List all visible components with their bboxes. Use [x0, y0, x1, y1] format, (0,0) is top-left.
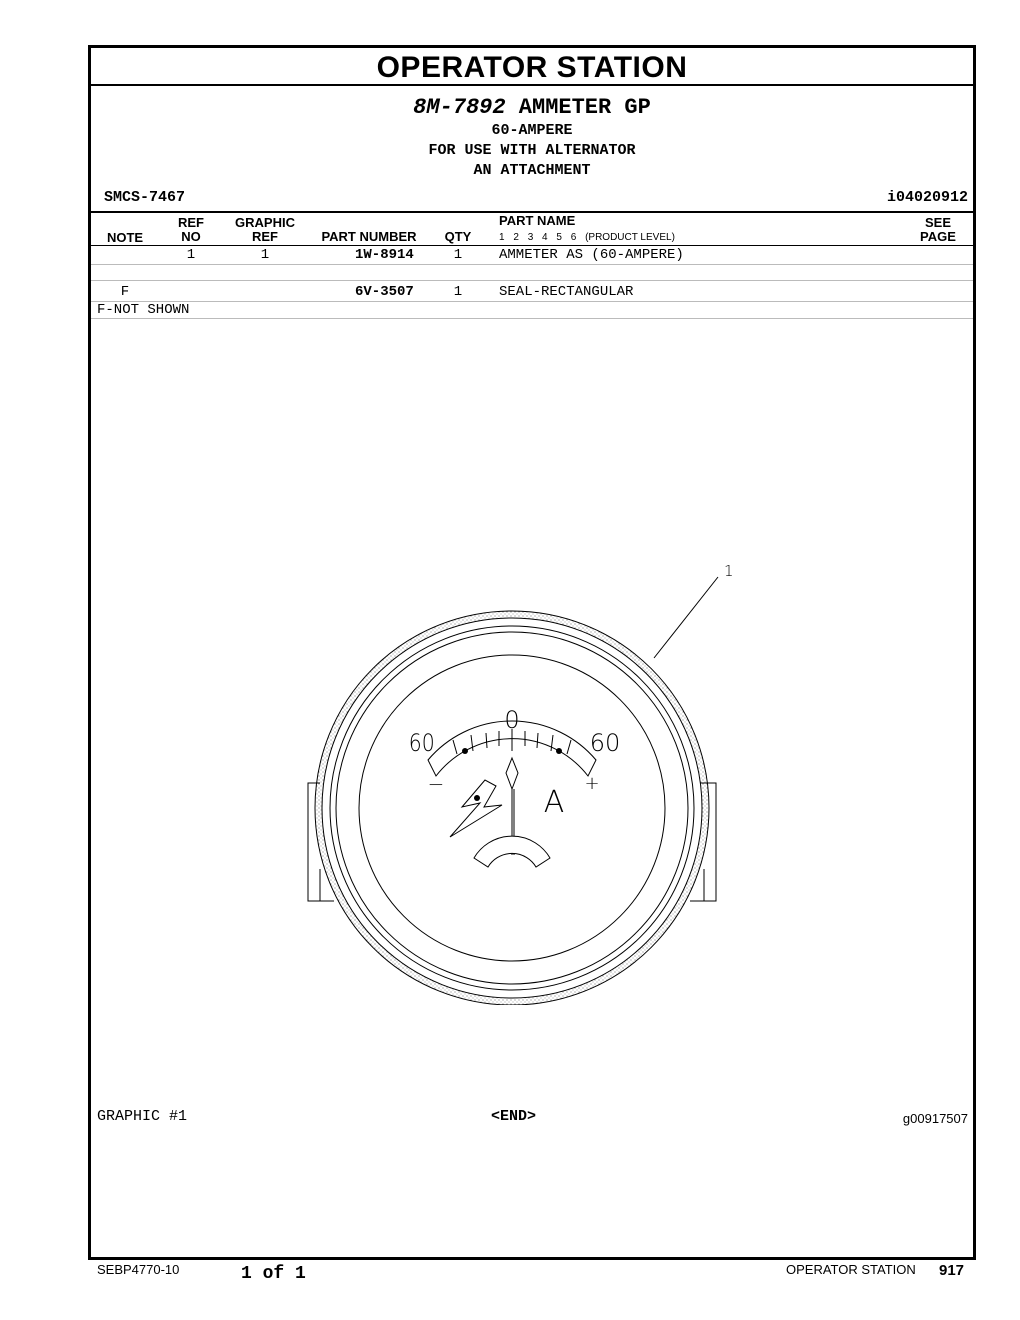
dial-label-center: 0 [504, 706, 520, 734]
product-level-5: 5 [556, 232, 562, 243]
product-level-1: 1 [499, 232, 505, 243]
title-divider [91, 84, 973, 86]
callout-leader-line [654, 577, 718, 658]
row-part-name: AMMETER AS (60-AMPERE) [499, 247, 684, 263]
description-line-1: 60-AMPERE [491, 122, 573, 139]
footer-section: OPERATOR STATION [786, 1262, 916, 1277]
document-number: SEBP4770-10 [97, 1262, 180, 1277]
plus-sign: + [584, 773, 600, 794]
row-ref-no: 1 [186, 247, 196, 263]
group-name: AMMETER GP [518, 95, 651, 120]
product-level-6: 6 [570, 232, 577, 243]
row-divider [91, 318, 973, 319]
row-divider [91, 280, 973, 281]
col-ref-no-bottom: NO [181, 229, 201, 244]
col-graphic-ref-top: GRAPHIC [235, 215, 295, 230]
row-part-number: 1W-8914 [355, 247, 414, 263]
row-note: F [120, 284, 130, 300]
row-divider [91, 264, 973, 265]
product-level-2: 2 [513, 232, 519, 243]
row-part-number: 6V-3507 [355, 284, 414, 300]
col-see-page-top: SEE [924, 215, 951, 230]
graphic-label: GRAPHIC #1 [97, 1108, 188, 1125]
note-footnote: F-NOT SHOWN [97, 302, 190, 318]
ammeter-illustration [290, 555, 750, 1005]
row-qty: 1 [453, 247, 463, 263]
page-of: 1 of 1 [241, 1264, 306, 1284]
row-divider [91, 301, 973, 302]
col-note: NOTE [106, 230, 144, 245]
graphic-id: g00917507 [902, 1111, 968, 1126]
col-see-page-bottom: PAGE [920, 229, 956, 244]
scale-dot-right [556, 748, 562, 754]
col-part-number: PART NUMBER [321, 229, 417, 244]
description-line-3: AN ATTACHMENT [473, 162, 591, 179]
scale-dot-left [462, 748, 468, 754]
bolt-dot [474, 795, 480, 801]
col-qty: QTY [444, 229, 472, 244]
illustration-id: i04020912 [886, 189, 968, 206]
end-marker: <END> [491, 1108, 537, 1125]
product-level-4: 4 [542, 232, 548, 243]
page-number: 917 [939, 1262, 965, 1279]
col-ref-no-top: REF [178, 215, 204, 230]
dial-label-left: 60 [408, 729, 435, 758]
row-part-name: SEAL-RECTANGULAR [499, 284, 634, 300]
smcs-code: SMCS-7467 [104, 189, 186, 206]
dial-label-right: 60 [589, 729, 621, 757]
section-title: OPERATOR STATION [376, 51, 688, 84]
unit-label: A [543, 785, 565, 820]
product-level-label: (PRODUCT LEVEL) [585, 232, 675, 243]
description-line-2: FOR USE WITH ALTERNATOR [428, 142, 636, 159]
minus-sign: − [427, 772, 445, 796]
callout-number: 1 [724, 562, 734, 580]
row-qty: 1 [453, 284, 463, 300]
row-graphic-ref: 1 [260, 247, 270, 263]
col-graphic-ref-bottom: REF [252, 229, 278, 244]
col-part-name: PART NAME [499, 213, 576, 228]
product-level-3: 3 [527, 232, 534, 243]
group-heading [91, 96, 973, 120]
column-header-divider [91, 245, 973, 246]
product-levels [499, 232, 675, 243]
group-part-number: 8M-7892 [413, 95, 506, 120]
